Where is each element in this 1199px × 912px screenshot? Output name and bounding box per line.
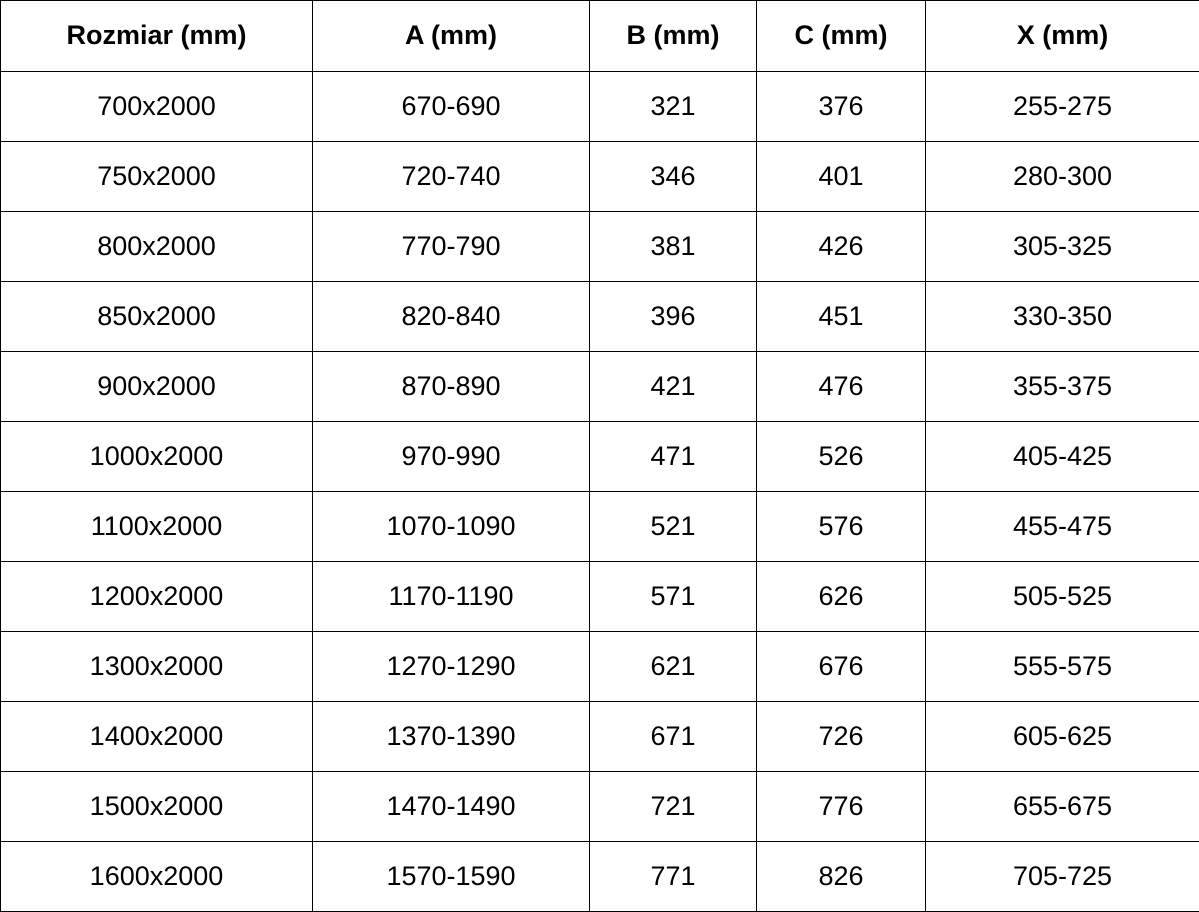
- column-header-b: B (mm): [590, 1, 757, 72]
- cell-c: 401: [757, 142, 926, 212]
- table-row: [1, 492, 1199, 562]
- cell-a: 970-990: [313, 422, 590, 492]
- cell-a: 670-690: [313, 72, 590, 142]
- cell-rozmiar: 1400x2000: [1, 702, 313, 772]
- cell-a: 1570-1590: [313, 842, 590, 912]
- cell-rozmiar: 900x2000: [1, 352, 313, 422]
- cell-b: 421: [590, 352, 757, 422]
- cell-a: 1170-1190: [313, 562, 590, 632]
- cell-x: 555-575: [926, 632, 1199, 702]
- cell-rozmiar: 1500x2000: [1, 772, 313, 842]
- column-header-a: A (mm): [313, 1, 590, 72]
- table-row: [1, 842, 1199, 912]
- cell-a: 820-840: [313, 282, 590, 352]
- cell-c: 526: [757, 422, 926, 492]
- cell-b: 321: [590, 72, 757, 142]
- cell-c: 376: [757, 72, 926, 142]
- cell-rozmiar: 1200x2000: [1, 562, 313, 632]
- column-header-rozmiar: Rozmiar (mm): [1, 1, 313, 72]
- cell-b: 621: [590, 632, 757, 702]
- cell-a: 1270-1290: [313, 632, 590, 702]
- cell-x: 355-375: [926, 352, 1199, 422]
- table-row: [1, 72, 1199, 142]
- cell-x: 605-625: [926, 702, 1199, 772]
- cell-rozmiar: 1600x2000: [1, 842, 313, 912]
- cell-x: 280-300: [926, 142, 1199, 212]
- table-row: [1, 772, 1199, 842]
- header-row: [1, 1, 1199, 72]
- cell-x: 705-725: [926, 842, 1199, 912]
- cell-x: 255-275: [926, 72, 1199, 142]
- cell-rozmiar: 750x2000: [1, 142, 313, 212]
- cell-c: 726: [757, 702, 926, 772]
- cell-a: 720-740: [313, 142, 590, 212]
- cell-a: 1370-1390: [313, 702, 590, 772]
- cell-rozmiar: 800x2000: [1, 212, 313, 282]
- cell-rozmiar: 1300x2000: [1, 632, 313, 702]
- table-row: [1, 212, 1199, 282]
- cell-b: 521: [590, 492, 757, 562]
- cell-c: 826: [757, 842, 926, 912]
- cell-a: 770-790: [313, 212, 590, 282]
- table-row: [1, 702, 1199, 772]
- cell-b: 571: [590, 562, 757, 632]
- cell-b: 471: [590, 422, 757, 492]
- cell-x: 305-325: [926, 212, 1199, 282]
- cell-c: 426: [757, 212, 926, 282]
- table-row: [1, 142, 1199, 212]
- cell-b: 381: [590, 212, 757, 282]
- table-body: [1, 72, 1199, 912]
- cell-c: 476: [757, 352, 926, 422]
- table-header: [1, 1, 1199, 72]
- cell-c: 626: [757, 562, 926, 632]
- table-row: [1, 632, 1199, 702]
- cell-b: 671: [590, 702, 757, 772]
- cell-b: 396: [590, 282, 757, 352]
- cell-x: 655-675: [926, 772, 1199, 842]
- cell-a: 870-890: [313, 352, 590, 422]
- cell-rozmiar: 1100x2000: [1, 492, 313, 562]
- cell-c: 576: [757, 492, 926, 562]
- cell-b: 771: [590, 842, 757, 912]
- cell-rozmiar: 850x2000: [1, 282, 313, 352]
- table-row: [1, 422, 1199, 492]
- cell-b: 346: [590, 142, 757, 212]
- cell-c: 676: [757, 632, 926, 702]
- cell-x: 405-425: [926, 422, 1199, 492]
- column-header-c: C (mm): [757, 1, 926, 72]
- column-header-x: X (mm): [926, 1, 1199, 72]
- cell-rozmiar: 1000x2000: [1, 422, 313, 492]
- cell-c: 776: [757, 772, 926, 842]
- cell-a: 1070-1090: [313, 492, 590, 562]
- cell-x: 455-475: [926, 492, 1199, 562]
- cell-a: 1470-1490: [313, 772, 590, 842]
- table-row: [1, 562, 1199, 632]
- cell-c: 451: [757, 282, 926, 352]
- table-row: [1, 352, 1199, 422]
- cell-rozmiar: 700x2000: [1, 72, 313, 142]
- cell-x: 330-350: [926, 282, 1199, 352]
- cell-b: 721: [590, 772, 757, 842]
- table-row: [1, 282, 1199, 352]
- cell-x: 505-525: [926, 562, 1199, 632]
